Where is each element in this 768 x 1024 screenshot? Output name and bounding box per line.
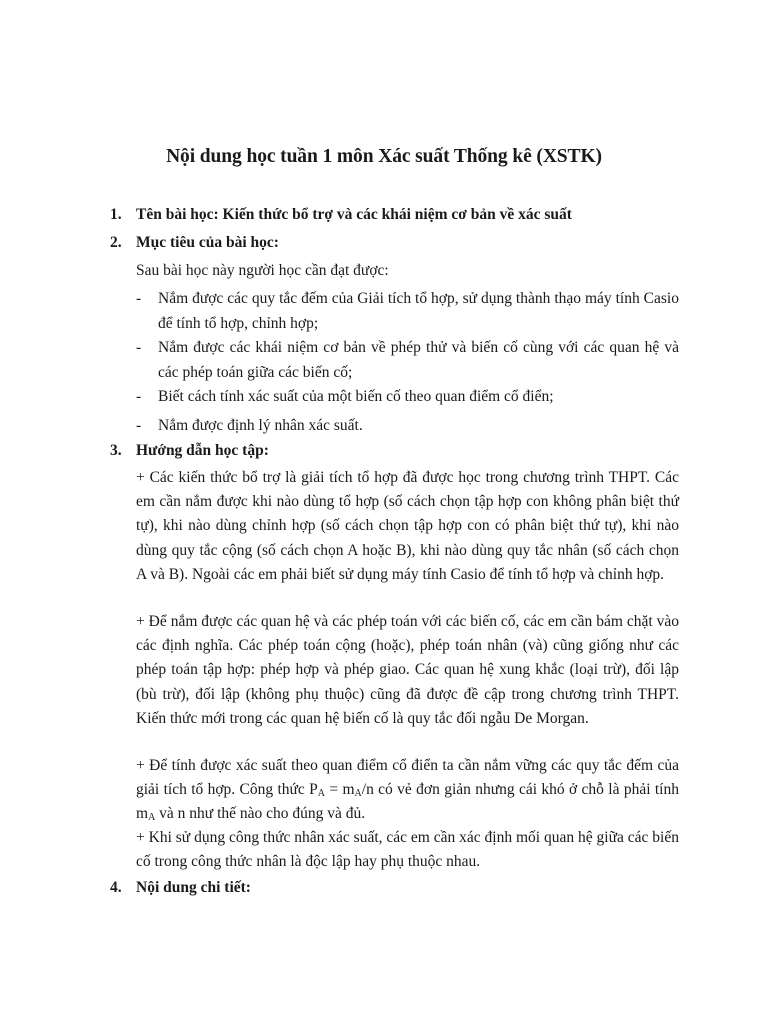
- dash-bullet: -: [136, 290, 142, 307]
- subscript: A: [317, 788, 326, 800]
- objective-item: [136, 287, 679, 336]
- section-4-heading: [110, 879, 251, 897]
- guide-p3-text: + Để tính được xác suất theo quan điểm cổ điển ta cần nắm vững các quy tắc đếm của giải tích tổ hợp. Công thức P: [136, 757, 679, 799]
- objective-text: Nắm được định lý nhân xác suất.: [158, 417, 363, 434]
- section-title: Tên bài học: Kiến thức bổ trợ và các khái niệm cơ bản về xác suất: [136, 206, 572, 223]
- dash-bullet: -: [136, 417, 142, 434]
- guide-p3-text: = m: [325, 781, 355, 799]
- section-number: 3.: [110, 442, 122, 459]
- objective-item: [136, 385, 679, 410]
- dash-bullet: -: [136, 388, 142, 405]
- guide-p3-text: /n có vẻ đơn giản nhưng cái khó ở chỗ là phải tính m: [136, 781, 679, 823]
- section-3-heading: [110, 442, 269, 460]
- section-title: Mục tiêu của bài học:: [136, 234, 279, 251]
- guide-p3-text: và n như thế nào cho đúng và đủ.: [155, 805, 366, 823]
- section-2-heading: [110, 234, 279, 252]
- objective-text: Nắm được các quy tắc đếm của Giải tích tổ hợp, sử dụng thành thạo máy tính Casio để tính tổ hợp, chỉnh hợp;: [158, 290, 679, 332]
- objective-text: Biết cách tính xác suất của một biến cố theo quan điểm cổ điển;: [158, 388, 554, 405]
- section-1-heading: [110, 206, 572, 224]
- section-number: 4.: [110, 879, 122, 896]
- section-title: Hướng dẫn học tập:: [136, 442, 269, 459]
- objective-text: Nắm được các khái niệm cơ bản về phép thử và biến cố cùng với các quan hệ và các phép toán giữa các biến cố;: [158, 339, 679, 381]
- section-number: 2.: [110, 234, 122, 251]
- objective-item: [136, 336, 679, 385]
- dash-bullet: -: [136, 339, 142, 356]
- section-title: Nội dung chi tiết:: [136, 879, 251, 896]
- objectives-intro: Sau bài học này người học cần đạt được:: [136, 262, 389, 279]
- page-title: Nội dung học tuần 1 môn Xác suất Thống kê (XSTK): [166, 146, 602, 167]
- guide-paragraph-1: + Các kiến thức bổ trợ là giải tích tổ hợp đã được học trong chương trình THPT. Các em cần nắm được khi nào dùng tổ hợp (số cách chọn tập hợp con không phân biệt thứ tự), khi nào dùng chỉnh hợp (số cách chọn tập hợp con có phân biệt thứ tự), khi nào dùng quy tắc cộng (số cách chọn A hoặc B), khi nào dùng quy tắc nhân (số cách chọn A và B). Ngoài các em phải biết sử dụng máy tính Casio để tính tổ hợp và chỉnh hợp.: [136, 469, 679, 583]
- subscript: A: [148, 812, 156, 824]
- objective-item: [136, 414, 679, 439]
- guide-paragraph-2: + Để nắm được các quan hệ và các phép toán với các biến cố, các em cần bám chặt vào các định nghĩa. Các phép toán cộng (hoặc), phép toán nhân (và) cũng giống như các phép toán tập hợp: phép hợp và phép giao. Các quan hệ xung khắc (loại trừ), đối lập (bù trừ), đối lập (không phụ thuộc) cũng đã được đề cập trong chương trình THPT. Kiến thức mới trong các quan hệ biến cố là quy tắc đối ngẫu De Morgan.: [136, 613, 679, 727]
- guide-paragraph-3: [136, 754, 679, 827]
- section-number: 1.: [110, 206, 122, 223]
- subscript: A: [354, 788, 362, 800]
- guide-paragraph-4: + Khi sử dụng công thức nhân xác suất, các em cần xác định mối quan hệ giữa các biến cố trong công thức nhân là độc lập hay phụ thuộc nhau.: [136, 829, 679, 871]
